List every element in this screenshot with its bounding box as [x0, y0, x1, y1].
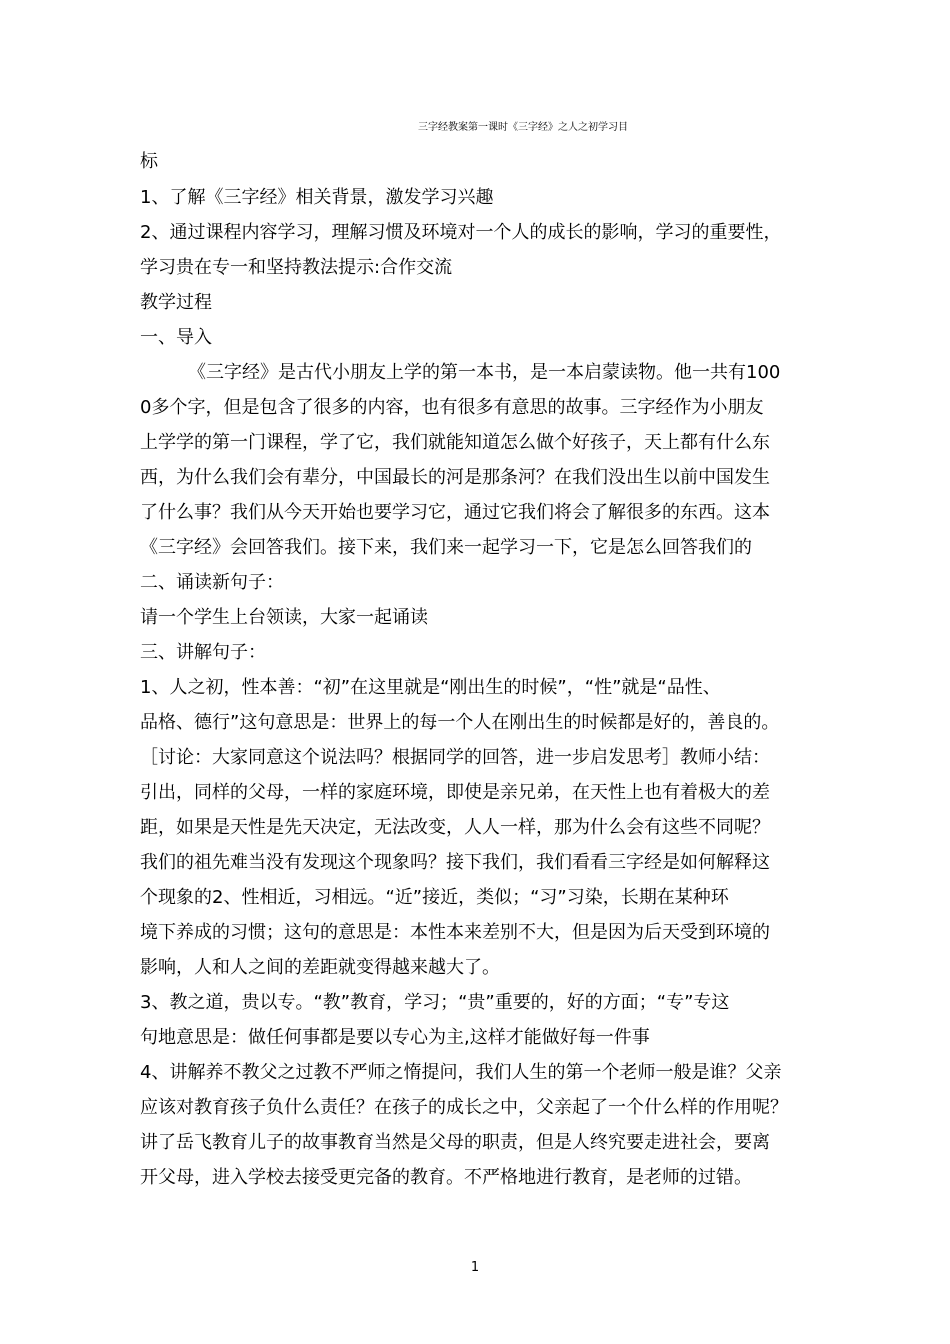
paragraph-line: 讲了岳飞教育儿子的故事教育当然是父母的职责，但是人终究要走进社会，要离: [140, 1132, 770, 1153]
page-number: 1: [470, 1260, 480, 1275]
objective-2: 2、通过课程内容学习，理解习惯及环境对一个人的成长的影响，学习的重要性，: [140, 222, 782, 243]
paragraph-line: 标: [140, 151, 158, 172]
document-title: 三字经教案第一课时《三字经》之人之初学习目: [418, 122, 628, 133]
paragraph-line: 品格、德行”这句意思是：世界上的每一个人在刚出生的时候都是好的，善良的。: [140, 712, 780, 733]
objective-1: 1、了解《三字经》相关背景，激发学习兴趣: [140, 187, 494, 208]
paragraph-line: 《三字经》会回答我们。接下来，我们来一起学习一下，它是怎么回答我们的: [140, 537, 752, 558]
paragraph-line: 距，如果是天性是先天决定，无法改变，人人一样，那为什么会有这些不同呢？: [140, 817, 770, 838]
paragraph-line: 3、教之道，贵以专。“教”教育，学习；“贵”重要的，好的方面；“专”专这: [140, 992, 730, 1013]
paragraph-line: 1、人之初，性本善：“初”在这里就是“刚出生的时候”，“性”就是“品性、: [140, 677, 721, 698]
section-heading: 二、诵读新句子：: [140, 572, 284, 593]
section-heading: 教学过程: [140, 292, 212, 313]
paragraph-line: ［讨论：大家同意这个说法吗？根据同学的回答，进一步启发思考］教师小结：: [140, 747, 770, 768]
paragraph-line: 引出，同样的父母，一样的家庭环境，即使是亲兄弟，在天性上也有着极大的差: [140, 782, 770, 803]
section-heading: 一、导入: [140, 327, 212, 348]
paragraph-line: 我们的祖先难当没有发现这个现象吗？接下我们，我们看看三字经是如何解释这: [140, 852, 770, 873]
paragraph-line: 境下养成的习惯；这句的意思是：本性本来差别不大，但是因为后天受到环境的: [140, 922, 770, 943]
paragraph-line: 上学学的第一门课程，学了它，我们就能知道怎么做个好孩子，天上都有什么东: [140, 432, 770, 453]
paragraph-line: 影响，人和人之间的差距就变得越来越大了。: [140, 957, 500, 978]
section-heading: 三、讲解句子：: [140, 642, 266, 663]
paragraph-line: 了什么事？我们从今天开始也要学习它，通过它我们将会了解很多的东西。这本: [140, 502, 770, 523]
paragraph-line: 4、讲解养不教父之过教不严师之惰提问，我们人生的第一个老师一般是谁？父亲: [140, 1062, 782, 1083]
paragraph-line: 西，为什么我们会有辈分，中国最长的河是那条河？在我们没出生以前中国发生: [140, 467, 770, 488]
paragraph-line: 个现象的2、性相近，习相远。“近”接近，类似；“习”习染，长期在某种环: [140, 887, 729, 908]
paragraph-line: 学习贵在专一和坚持教法提示:合作交流: [140, 257, 453, 278]
paragraph-line: 开父母，进入学校去接受更完备的教育。不严格地进行教育，是老师的过错。: [140, 1167, 752, 1188]
paragraph-line: 请一个学生上台领读，大家一起诵读: [140, 607, 428, 628]
paragraph-line: 句地意思是：做任何事都是要以专心为主,这样才能做好每一件事: [140, 1027, 650, 1048]
paragraph-line: 《三字经》是古代小朋友上学的第一本书，是一本启蒙读物。他一共有100: [188, 362, 781, 383]
paragraph-line: 0多个字，但是包含了很多的内容，也有很多有意思的故事。三字经作为小朋友: [140, 397, 764, 418]
paragraph-line: 应该对教育孩子负什么责任？在孩子的成长之中，父亲起了一个什么样的作用呢？: [140, 1097, 788, 1118]
